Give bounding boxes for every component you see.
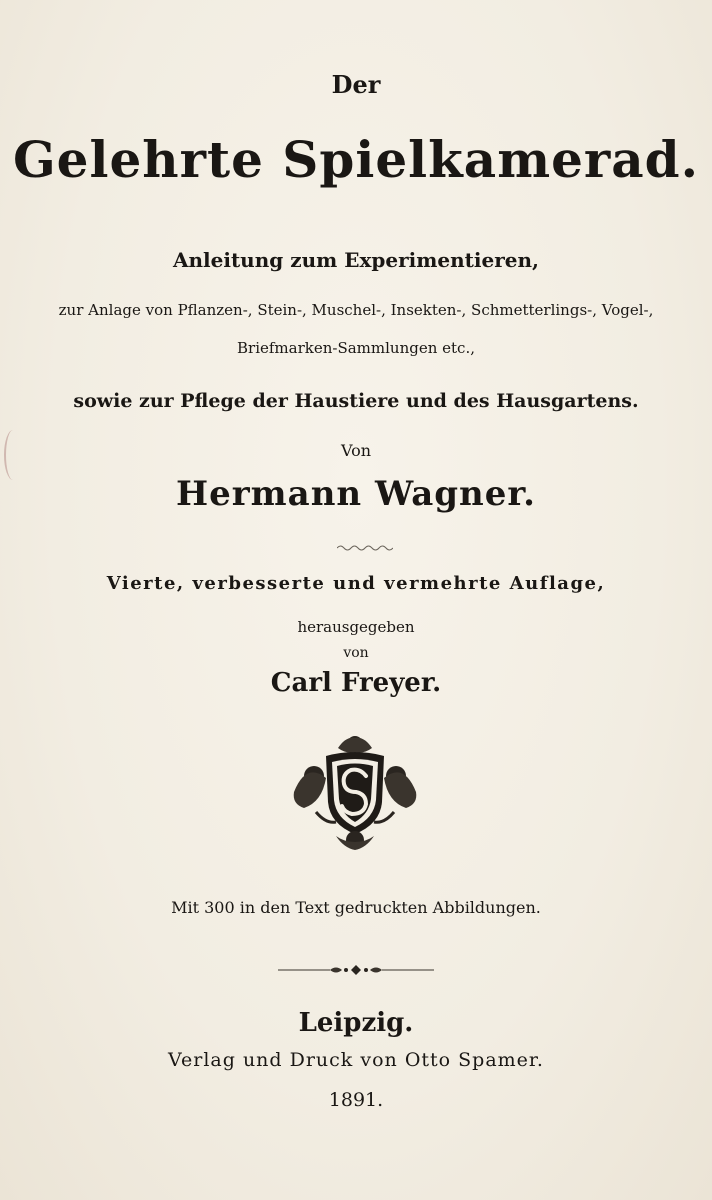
editor-label: herausgegeben xyxy=(297,618,415,636)
subtitle-line-3: Briefmarken-Sammlungen etc., xyxy=(237,339,475,357)
edition-statement: Vierte, verbesserte und vermehrte Auflage, xyxy=(106,573,606,594)
publication-city: Leipzig. xyxy=(298,1008,414,1038)
wavy-rule-ornament xyxy=(337,544,393,552)
illustrations-note: Mit 300 in den Text gedruckten Abbildungen. xyxy=(171,898,541,917)
subtitle-line-1: Anleitung zum Experimentieren, xyxy=(172,248,540,272)
by-label: Von xyxy=(340,441,372,460)
editor-name: Carl Freyer. xyxy=(270,668,442,698)
publisher-line: Verlag und Druck von Otto Spamer. xyxy=(168,1049,544,1071)
publisher-emblem xyxy=(286,732,424,854)
subtitle-line-4: sowie zur Pflege der Haustiere und des Hausgartens. xyxy=(73,390,639,412)
editor-by-label: von xyxy=(343,645,369,661)
title-article: Der xyxy=(331,70,381,99)
publication-year: 1891. xyxy=(328,1089,384,1111)
subtitle-line-2: zur Anlage von Pflanzen-, Stein-, Muschel-, Insekten-, Schmetterlings-, Vogel-, xyxy=(58,301,654,319)
decorative-rule xyxy=(278,962,434,978)
author-name: Hermann Wagner. xyxy=(176,474,536,514)
book-title: Gelehrte Spielkamerad. xyxy=(12,130,700,189)
